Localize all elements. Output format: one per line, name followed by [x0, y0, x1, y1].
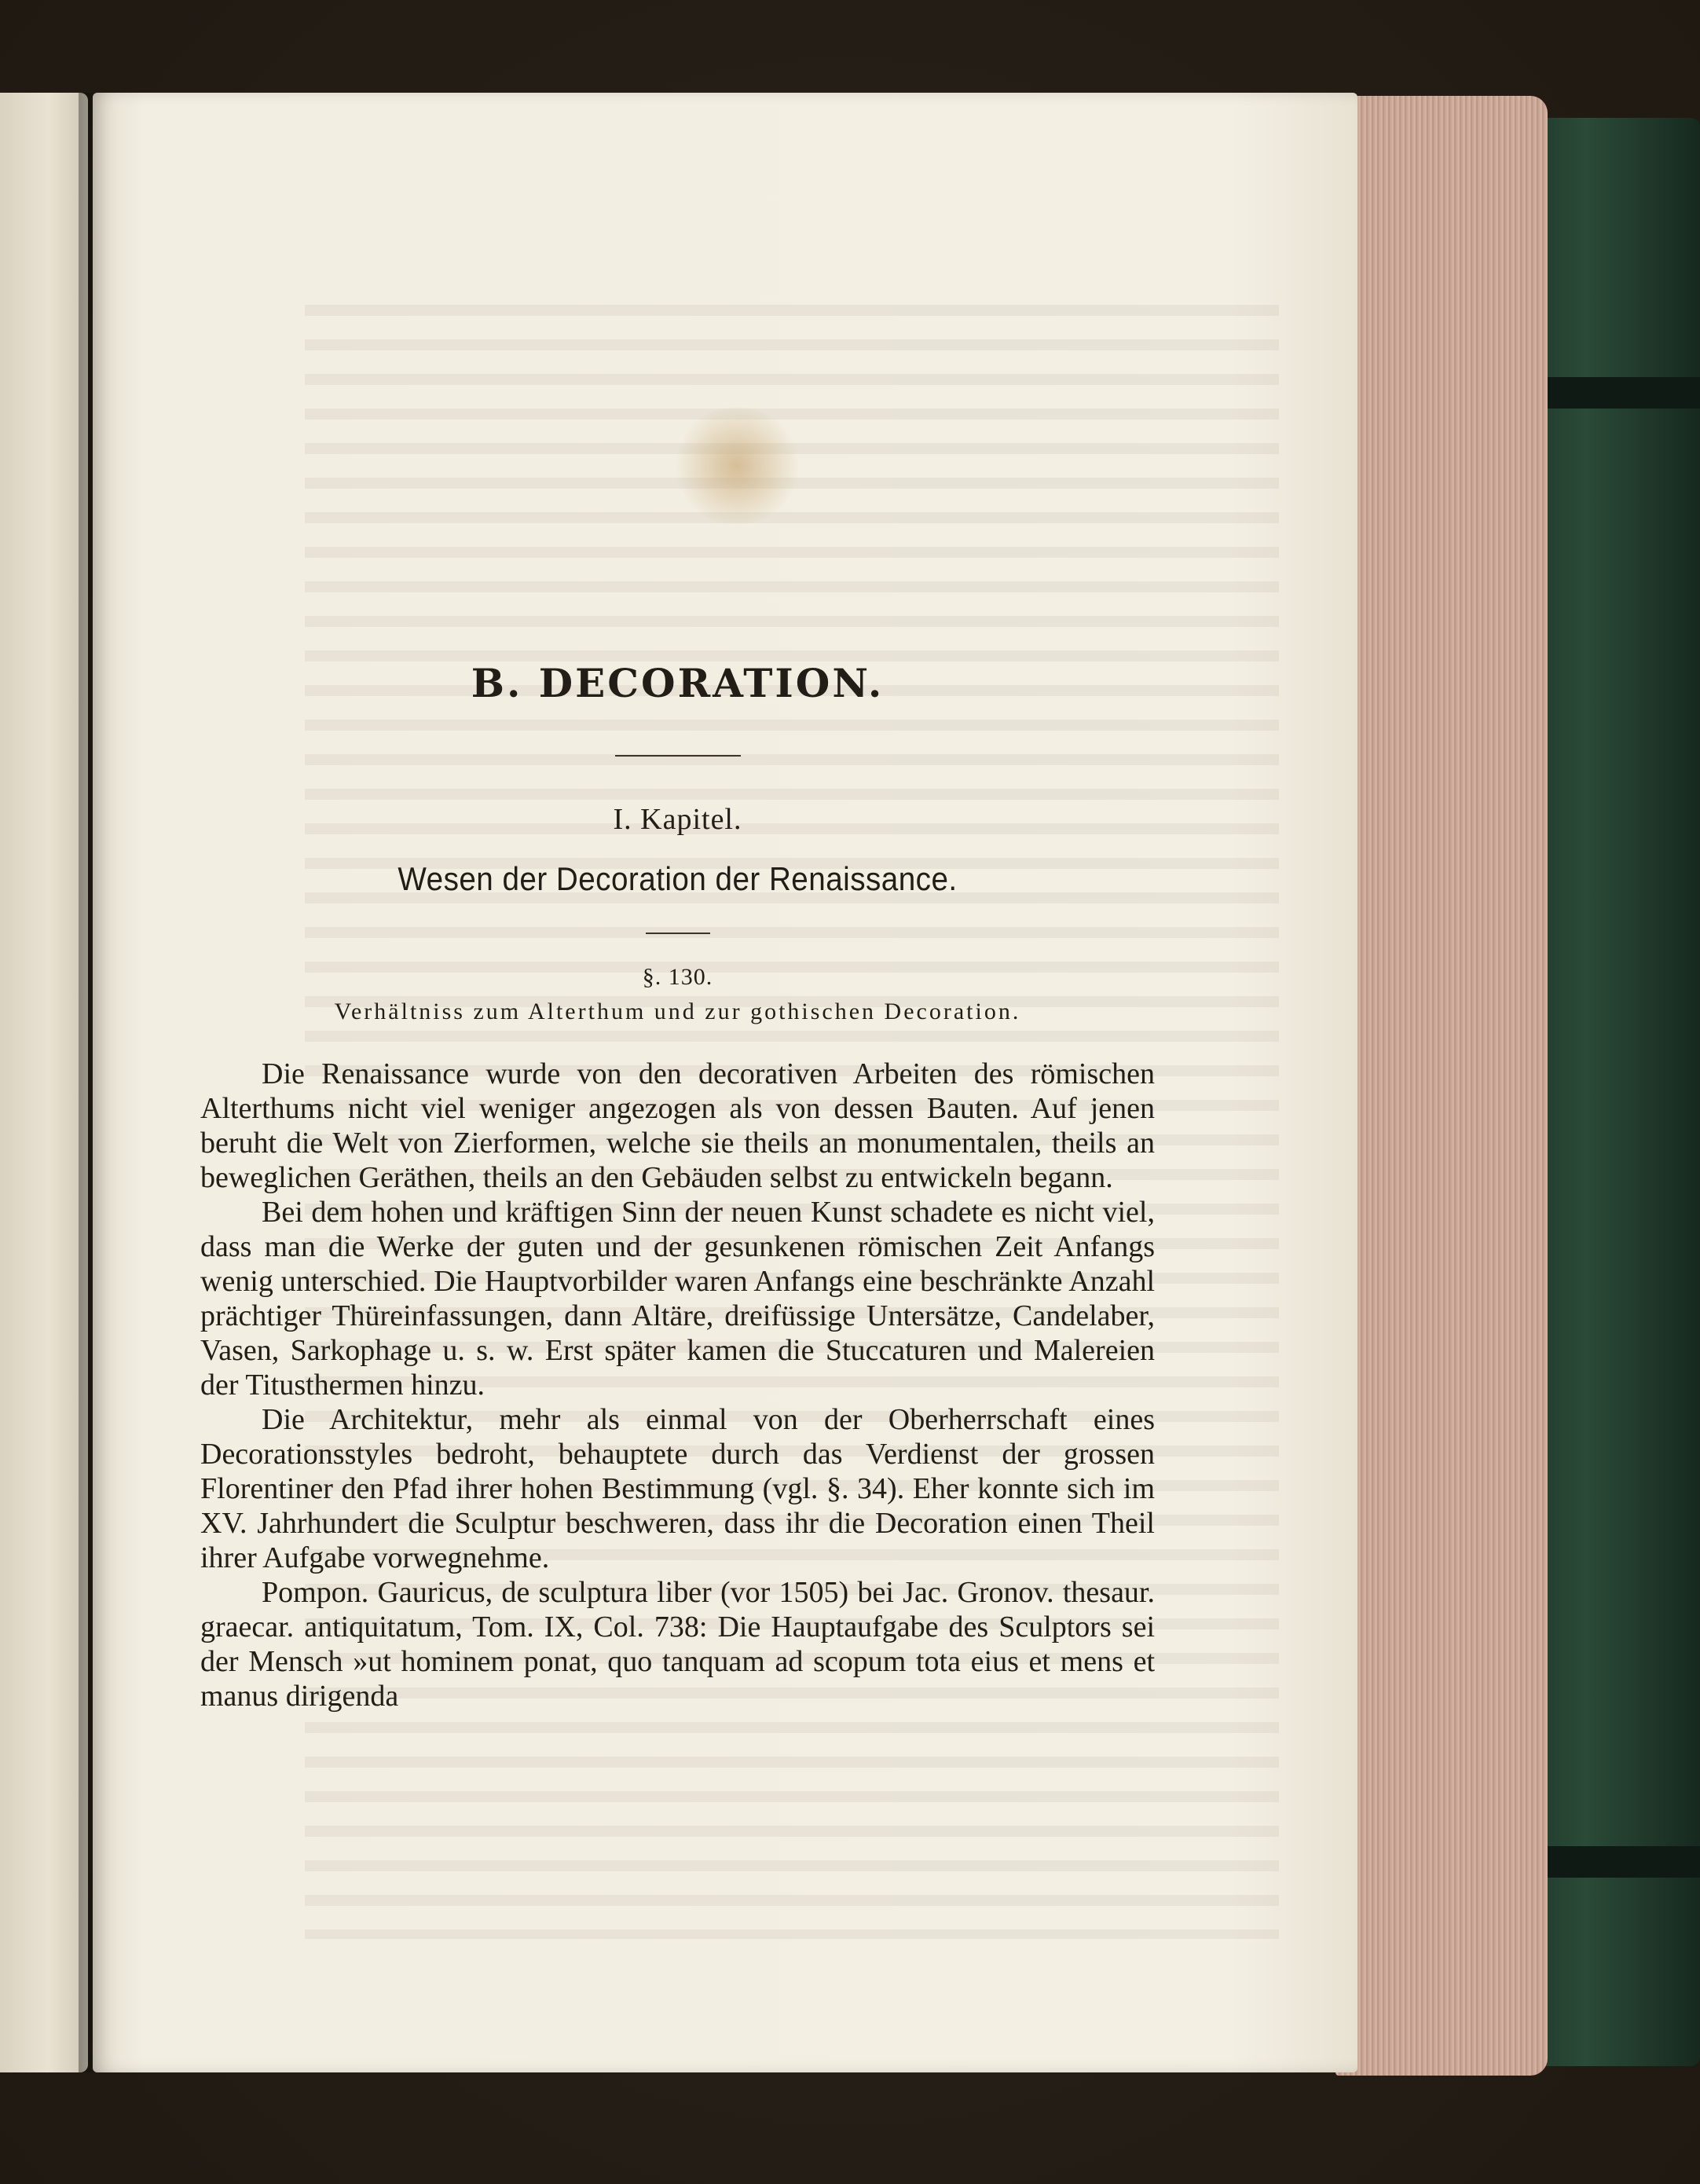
divider-rule-short — [646, 933, 710, 934]
body-paragraph: Bei dem hohen und kräftigen Sinn der neuen Kunst schadete es nicht viel, dass man die Werke der guten und der gesunkenen römischen Zeit Anfangs wenig unterschied. Die Hauptvorbilder waren Anfangs eine beschränkte Anzahl prächtiger Thüreinfassungen, dann Altäre, dreifüssige Untersätze, Candelaber, Vasen, Sarkophage u. s. w. Erst später kamen die Stuccaturen und Malereien der Titusthermen hinzu. — [200, 1196, 1155, 1402]
section-title: B. DECORATION. — [471, 660, 885, 706]
previous-page-edge — [0, 93, 88, 2072]
chapter-title: Wesen der Decoration der Renaissance. — [398, 860, 958, 897]
paragraph-number: §. 130. — [642, 964, 713, 990]
paragraph-heading: Verhältniss zum Alterthum und zur gothischen Decoration. — [334, 999, 1021, 1024]
body-paragraph: Pompon. Gauricus, de sculptura liber (vor 1505) bei Jac. Gronov. thesaur. graecar. antiquitatum, Tom. IX, Col. 738: Die Hauptaufgabe des Sculptors sei der Mensch »ut hominem ponat, quo tanquam ad scopum tota eius et mens et manus dirigenda — [200, 1576, 1155, 1713]
body-paragraph: Die Renaissance wurde von den decorativen Arbeiten des römischen Alterthums nicht viel weniger angezogen als von dessen Bauten. Auf jenen beruht die Welt von Zierformen, welche sie theils an monumentalen, theils an beweglichen Geräthen, theils an den Gebäuden selbst zu entwickeln begann. — [200, 1057, 1155, 1194]
page-content — [200, 660, 1155, 1713]
foxing-stain — [674, 407, 800, 525]
body-text — [200, 1057, 1155, 1713]
chapter-label: I. Kapitel. — [613, 803, 742, 836]
body-paragraph: Die Architektur, mehr als einmal von der Oberherrschaft eines Decorationsstyles bedroht, behauptete durch das Verdienst der grossen Florentiner den Pfad ihrer hohen Bestimmung (vgl. §. 34). Eher konnte sich im XV. Jahrhundert die Sculptur beschweren, dass ihr die Decoration einen Theil ihrer Aufgabe vorwegnehme. — [200, 1403, 1155, 1574]
page-edges — [1335, 96, 1548, 2076]
divider-rule — [615, 755, 741, 757]
